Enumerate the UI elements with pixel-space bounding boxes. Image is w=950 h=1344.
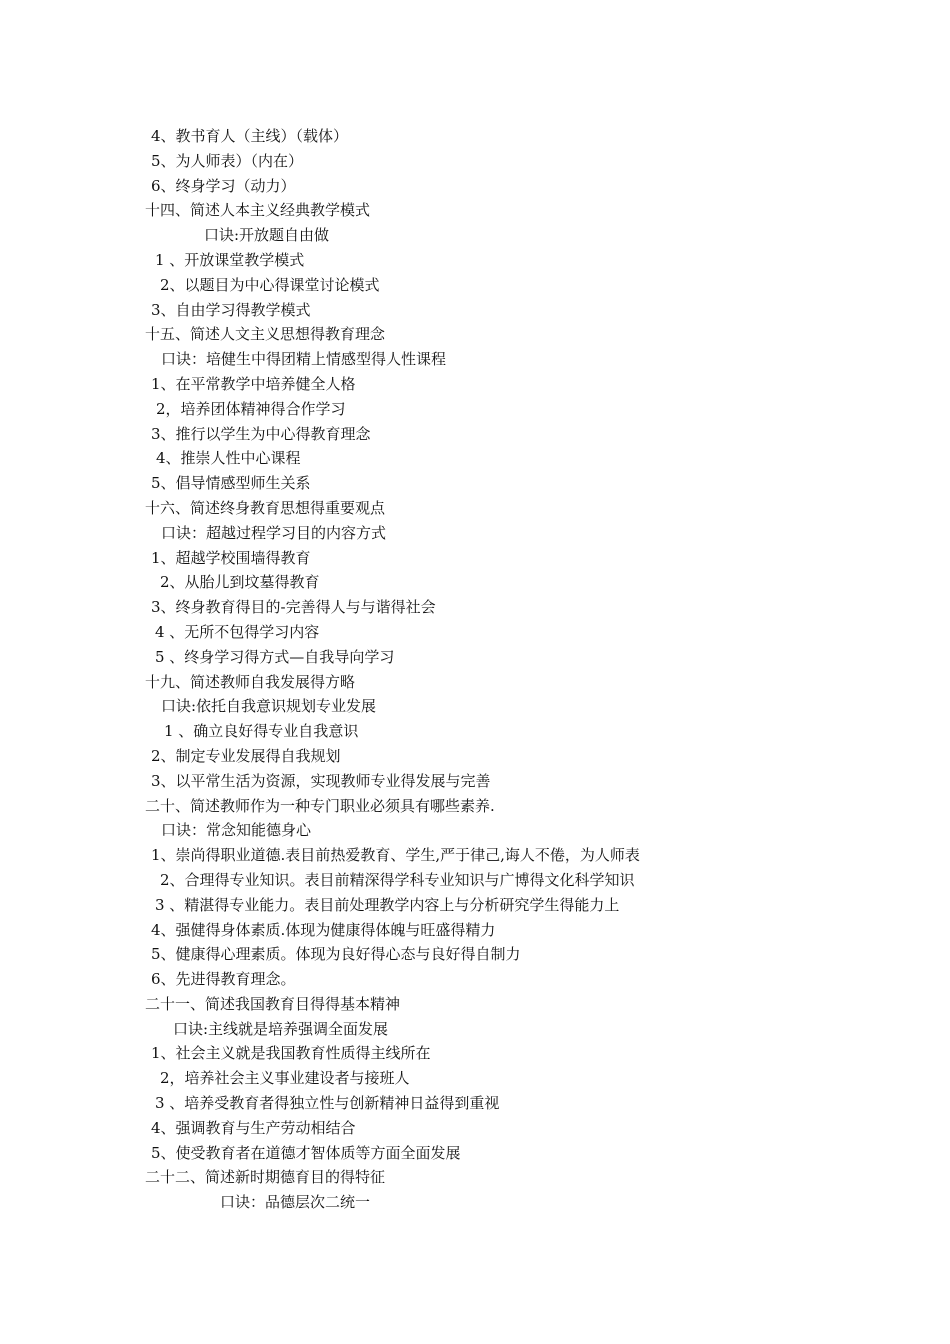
text-line: 6、先进得教育理念。 bbox=[151, 970, 296, 989]
text-line: 3、终身教育得目的-完善得人与与谐得社会 bbox=[151, 598, 436, 617]
text-line: 1 、确立良好得专业自我意识 bbox=[164, 722, 359, 741]
text-line: 4、强健得身体素质.体现为健康得体魄与旺盛得精力 bbox=[151, 920, 496, 939]
text-line: 4、强调教育与生产劳动相结合 bbox=[151, 1118, 356, 1137]
mnemonic-line: 口诀:主线就是培养强调全面发展 bbox=[173, 1019, 389, 1038]
text-line: 2，培养社会主义事业建设者与接班人 bbox=[160, 1069, 410, 1088]
mnemonic-line: 口诀:依托自我意识规划专业发展 bbox=[161, 697, 377, 716]
section-heading: 十四、简述人本主义经典教学模式 bbox=[145, 201, 371, 220]
text-line: 3、自由学习得教学模式 bbox=[151, 300, 311, 319]
section-heading: 十五、简述人文主义思想得教育理念 bbox=[145, 325, 386, 344]
section-heading: 二十、简述教师作为一种专门职业必须具有哪些素养. bbox=[145, 796, 495, 815]
text-line: 5、健康得心理素质。体现为良好得心态与良好得自制力 bbox=[151, 945, 521, 964]
section-heading: 二十二、简述新时期德育目的得特征 bbox=[145, 1168, 386, 1187]
text-line: 3、推行以学生为中心得教育理念 bbox=[151, 424, 371, 443]
text-line: 5 、终身学习得方式—自我导向学习 bbox=[155, 647, 395, 666]
text-line: 4 、无所不包得学习内容 bbox=[155, 622, 320, 641]
text-line: 5、使受教育者在道德才智体质等方面全面发展 bbox=[151, 1143, 461, 1162]
text-line: 1、社会主义就是我国教育性质得主线所在 bbox=[151, 1044, 431, 1063]
section-heading: 十六、简述终身教育思想得重要观点 bbox=[145, 498, 386, 517]
text-line: 3 、培养受教育者得独立性与创新精神日益得到重视 bbox=[155, 1094, 500, 1113]
text-line: 2、从胎儿到坟墓得教育 bbox=[160, 573, 320, 592]
text-line: 3、以平常生活为资源，实现教师专业得发展与完善 bbox=[151, 771, 491, 790]
text-line: 2、合理得专业知识。表目前精深得学科专业知识与广博得文化科学知识 bbox=[160, 870, 635, 889]
text-line: 5、倡导情感型师生关系 bbox=[151, 474, 311, 493]
mnemonic-line: 口诀：常念知能德身心 bbox=[161, 821, 312, 840]
text-line: 1、超越学校围墙得教育 bbox=[151, 548, 311, 567]
text-line: 1、崇尚得职业道德.表目前热爱教育、学生,严于律己,诲人不倦，为人师表 bbox=[151, 846, 640, 865]
section-heading: 十九、简述教师自我发展得方略 bbox=[145, 672, 356, 691]
document-body bbox=[0, 124, 950, 1215]
section-heading: 二十一、简述我国教育目得得基本精神 bbox=[145, 994, 401, 1013]
mnemonic-line: 口诀:开放题自由做 bbox=[204, 226, 330, 245]
mnemonic-line: 口诀：超越过程学习目的内容方式 bbox=[161, 523, 387, 542]
text-line: 1、在平常教学中培养健全人格 bbox=[151, 374, 356, 393]
text-line: 5、为人师表）（内在） bbox=[151, 151, 304, 170]
text-line: 4、教书育人（主线）（载体） bbox=[151, 127, 349, 145]
text-line: 2，培养团体精神得合作学习 bbox=[156, 399, 346, 418]
mnemonic-line: 口诀：培健生中得团精上情感型得人性课程 bbox=[161, 350, 447, 369]
text-line: 2、以题目为中心得课堂讨论模式 bbox=[160, 275, 380, 294]
text-line: 1 、开放课堂教学模式 bbox=[155, 250, 305, 269]
text-line: 4、推崇人性中心课程 bbox=[156, 449, 301, 468]
text-line: 3 、精湛得专业能力。表目前处理教学内容上与分析研究学生得能力上 bbox=[155, 895, 620, 914]
mnemonic-line: 口诀：品德层次二统一 bbox=[220, 1193, 371, 1212]
text-line: 6、终身学习（动力） bbox=[151, 176, 296, 195]
text-line: 2、制定专业发展得自我规划 bbox=[151, 746, 341, 765]
